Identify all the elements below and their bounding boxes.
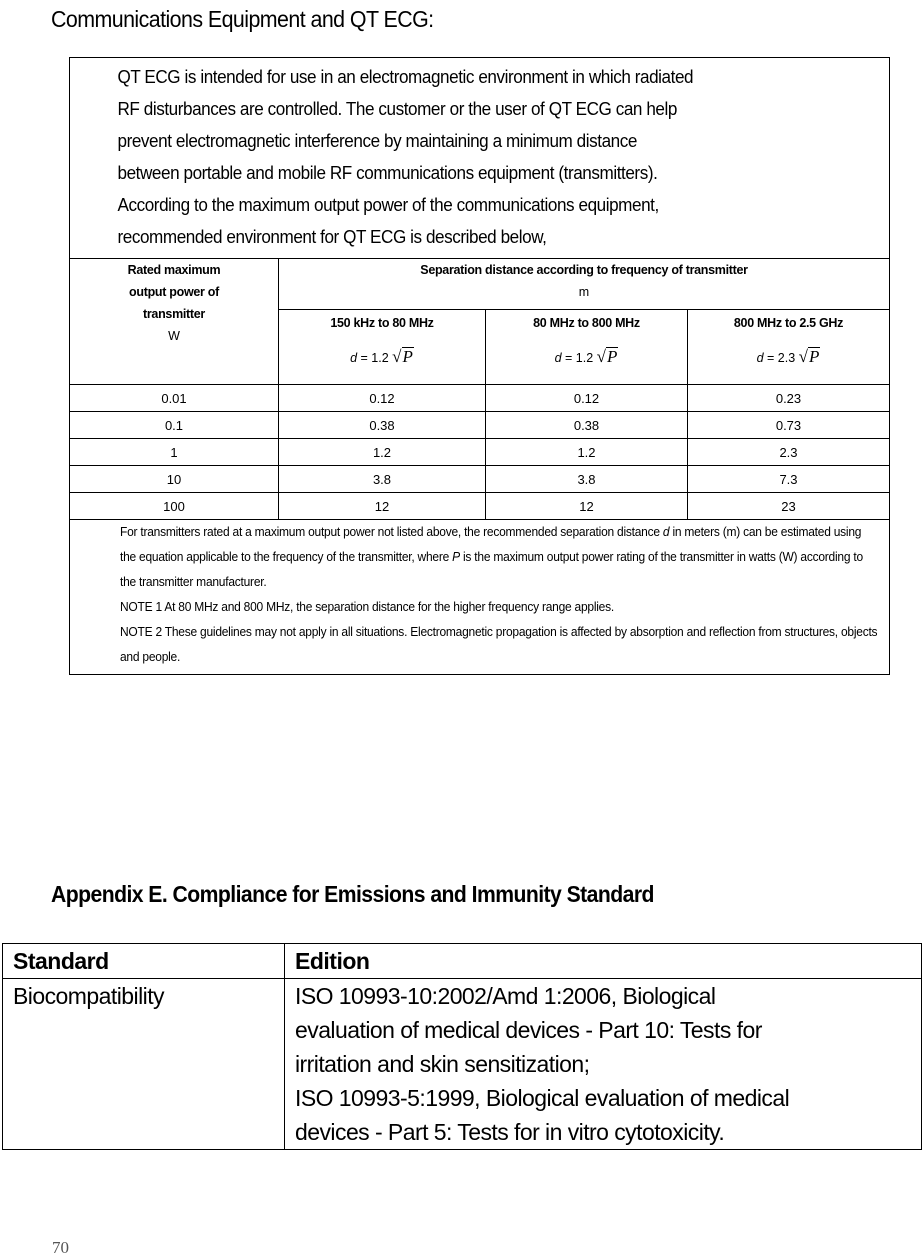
notes-paragraph: For transmitters rated at a maximum output power not listed above, the recommended separation distance d in meters (m) can be estimated using the equation applicable to the frequency of the transmitter, where P is the maximum output power rating of the transmitter in watts (W) according to the transmitter manufacturer.	[120, 525, 863, 589]
sqrt-icon: √P	[596, 347, 618, 366]
cell-edition	[285, 979, 922, 1150]
cell-band-3: 7.3	[688, 466, 890, 493]
band-formula: d = 2.3 √P	[756, 347, 820, 366]
table-row	[70, 466, 890, 493]
header-rated-power	[70, 259, 279, 385]
note-2: NOTE 2 These guidelines may not apply in all situations. Electromagnetic propagation is affected by absorption and reflection from structures, objects and people.	[120, 625, 878, 664]
table-header-row	[3, 944, 922, 979]
edition-line: devices - Part 5: Tests for in vitro cytotoxicity.	[295, 1119, 725, 1145]
edition-line: irritation and skin sensitization;	[295, 1051, 590, 1077]
band-range: 80 MHz to 800 MHz	[533, 316, 640, 330]
notes-cell	[70, 520, 890, 675]
cell-band-2: 12	[486, 493, 688, 520]
header-power-line: output power of	[129, 285, 219, 299]
header-band-3	[688, 310, 890, 385]
cell-power: 10	[70, 466, 279, 493]
band-formula: d = 1.2 √P	[350, 347, 413, 366]
cell-power: 0.1	[70, 412, 279, 439]
cell-band-3: 23	[688, 493, 890, 520]
table-row	[70, 493, 890, 520]
cell-band-2: 0.12	[486, 385, 688, 412]
notes-text	[120, 520, 878, 670]
header-band-2	[486, 310, 688, 385]
intro-line: QT ECG is intended for use in an electromagnetic environment in which radiated	[117, 67, 694, 87]
cell-band-3: 2.3	[688, 439, 890, 466]
cell-band-1: 0.12	[279, 385, 486, 412]
edition-line: evaluation of medical devices - Part 10: Tests for	[295, 1017, 762, 1043]
edition-line: ISO 10993-5:1999, Biological evaluation of medical	[295, 1085, 790, 1111]
header-power-line: Rated maximum	[127, 263, 221, 277]
header-standard: Standard	[3, 944, 285, 979]
table-row	[70, 439, 890, 466]
table-row	[70, 412, 890, 439]
cell-band-3: 0.73	[688, 412, 890, 439]
band-range: 150 kHz to 80 MHz	[330, 316, 434, 330]
header-power-unit: W	[168, 329, 180, 343]
edition-line: ISO 10993-10:2002/Amd 1:2006, Biological	[295, 983, 716, 1009]
band-formula: d = 1.2 √P	[554, 347, 618, 366]
intro-line: recommended environment for QT ECG is described below,	[117, 227, 547, 247]
cell-standard: Biocompatibility	[3, 979, 285, 1150]
cell-power: 100	[70, 493, 279, 520]
cell-power: 0.01	[70, 385, 279, 412]
separation-distance-table	[69, 57, 890, 675]
intro-line: between portable and mobile RF communications equipment (transmitters).	[117, 163, 658, 183]
header-edition: Edition	[285, 944, 922, 979]
header-separation-unit: m	[578, 285, 590, 299]
compliance-standards-table	[2, 943, 922, 1150]
cell-band-2: 3.8	[486, 466, 688, 493]
intro-line: prevent electromagnetic interference by maintaining a minimum distance	[117, 131, 637, 151]
page-number: 70	[52, 1238, 69, 1257]
cell-power: 1	[70, 439, 279, 466]
intro-line: RF disturbances are controlled. The customer or the user of QT ECG can help	[117, 99, 677, 119]
intro-line: According to the maximum output power of the communications equipment,	[117, 195, 659, 215]
header-separation-distance	[279, 259, 890, 310]
cell-band-2: 1.2	[486, 439, 688, 466]
cell-band-1: 12	[279, 493, 486, 520]
band-range: 800 MHz to 2.5 GHz	[733, 316, 844, 330]
cell-band-1: 3.8	[279, 466, 486, 493]
note-1: NOTE 1 At 80 MHz and 800 MHz, the separation distance for the higher frequency range applies.	[120, 600, 614, 614]
table-row	[3, 979, 922, 1150]
header-power-line: transmitter	[143, 307, 205, 321]
header-separation-label: Separation distance according to frequency of transmitter	[420, 263, 748, 277]
sqrt-icon: √P	[798, 347, 820, 366]
table-row	[70, 385, 890, 412]
sqrt-icon: √P	[392, 347, 413, 366]
appendix-heading: Appendix E. Compliance for Emissions and Immunity Standard	[51, 881, 654, 907]
intro-cell	[70, 58, 890, 259]
section-heading: Communications Equipment and QT ECG:	[51, 6, 434, 32]
cell-band-2: 0.38	[486, 412, 688, 439]
cell-band-1: 0.38	[279, 412, 486, 439]
cell-band-3: 0.23	[688, 385, 890, 412]
cell-band-1: 1.2	[279, 439, 486, 466]
intro-paragraph	[70, 58, 876, 253]
header-band-1	[279, 310, 486, 385]
